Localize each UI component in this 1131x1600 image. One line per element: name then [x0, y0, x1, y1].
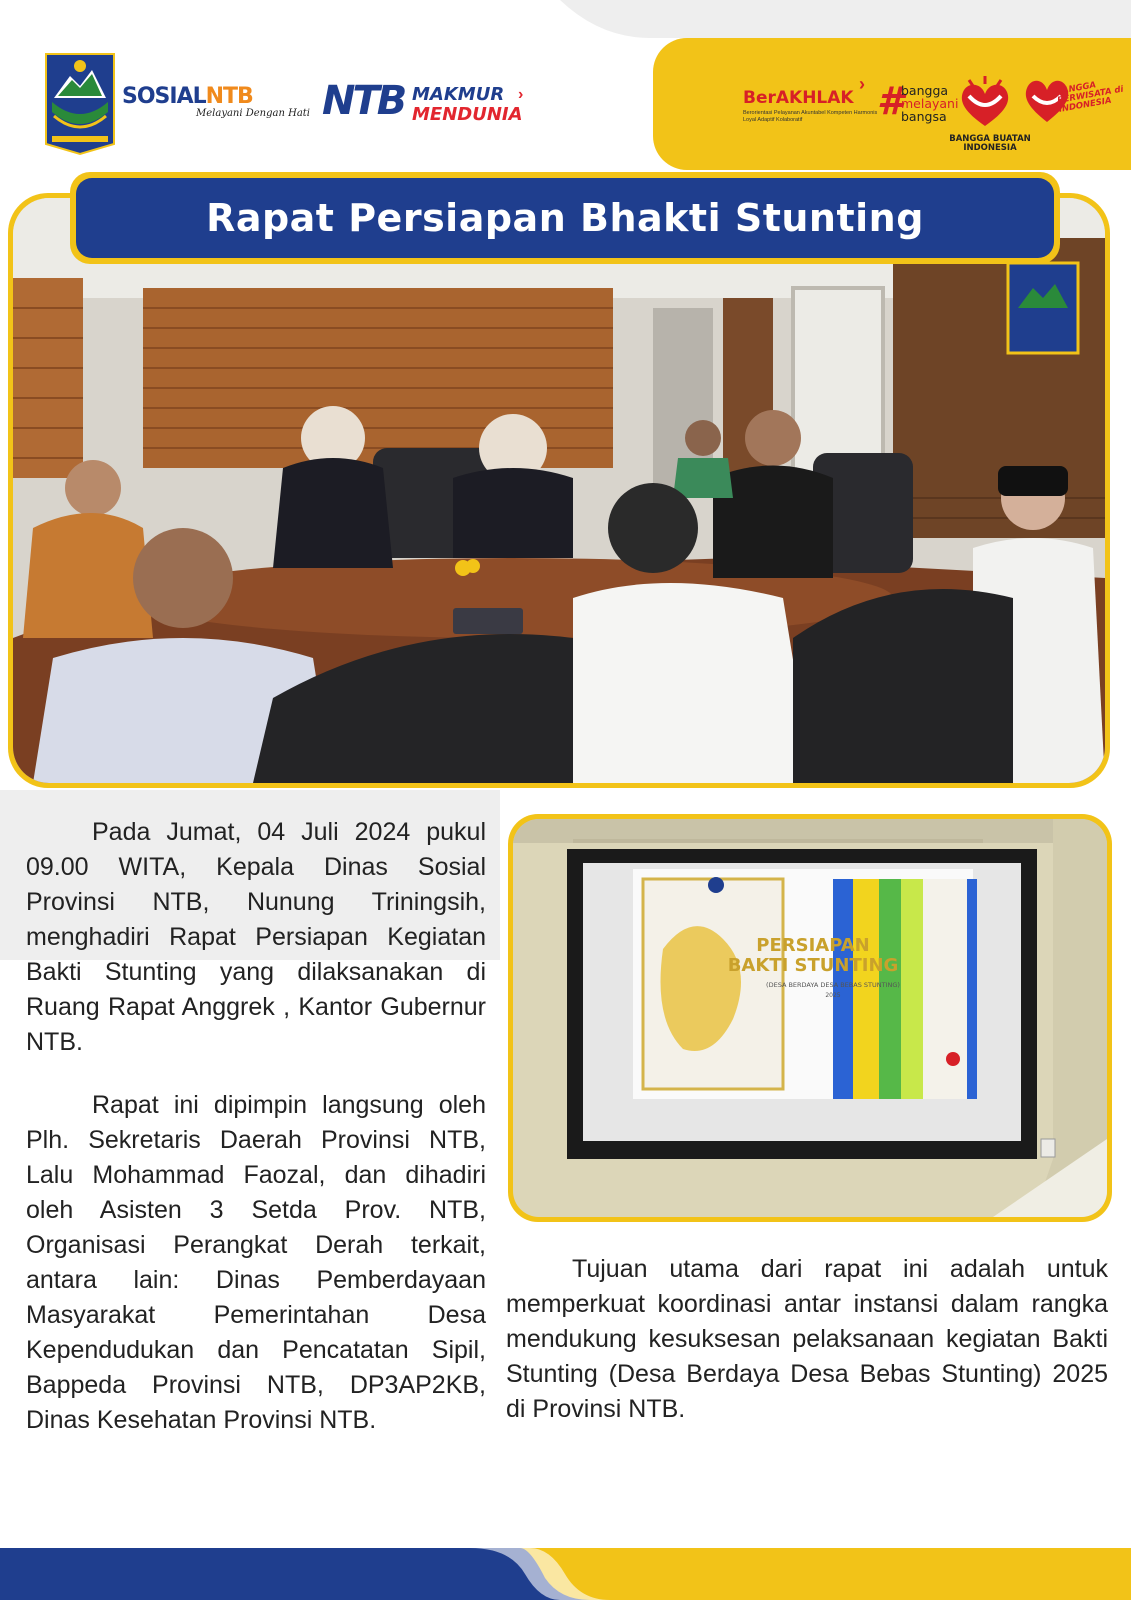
paragraph-attendees: Rapat ini dipimpin langsung oleh Plh. Sekretaris Daerah Provinsi NTB, Lalu Mohammad Faozal, dan dihadiri oleh Asisten 3 Setda Prov. NTB, Organisasi Perangkat Derah terkait, antara lain: Dinas Pemberdayaan Masyarakat Pemerintahan Desa Kependudukan dan Pencatatan Sipil, Bappeda Provinsi NTB, DP3AP2KB, Dinas Kesehatan Provinsi NTB. — [26, 1091, 486, 1434]
campaign-logos-banner — [653, 38, 1131, 170]
mendunia-word: MENDUNIA — [412, 104, 523, 125]
bangga-berwisata-caption: BANGGA BERWISATA di INDONESIA — [1055, 80, 1125, 115]
meeting-room-illustration — [13, 198, 1105, 783]
chevron-right-icon: › — [859, 74, 865, 94]
meeting-photo — [13, 198, 1105, 783]
bangga-buatan-indonesia-caption: BANGGA BUATAN INDONESIA — [949, 134, 1031, 153]
paragraph-purpose: Tujuan utama dari rapat ini adalah untuk memperkuat koordinasi antar instansi dalam rangka mendukung kesuksesan pelaksanaan kegiatan Bakti Stunting (Desa Berdaya Desa Bebas Stunting) 2025 di Provinsi NTB. — [506, 1255, 1108, 1423]
slide-title-line1: PERSIAPAN — [756, 935, 870, 956]
slide-year: 2025 — [825, 992, 841, 999]
chevron-right-icon: › — [518, 86, 524, 103]
footer-stripe — [0, 1548, 1131, 1600]
hashtag-icon: # — [877, 79, 904, 123]
slide-title-line2: BAKTI STUNTING — [727, 955, 899, 976]
berakhlak-logo: BerAKHLAK — [743, 88, 854, 108]
heart-icon — [955, 74, 1015, 134]
ntb-mark: NTB — [322, 78, 405, 124]
sosial-ntb-word: NTB — [205, 84, 253, 109]
makmur-word: MAKMUR — [412, 84, 505, 105]
bangga-melayani-bangsa-logo: bangga melayani bangsa — [901, 83, 959, 124]
page-title: Rapat Persiapan Bhakti Stunting — [206, 196, 924, 240]
presentation-photo-frame — [508, 814, 1112, 1222]
ntb-makmur-mendunia-logo — [322, 78, 540, 134]
sosial-ntb-logo — [118, 70, 311, 126]
presentation-photo — [513, 819, 1107, 1217]
province-emblem-logo — [44, 52, 116, 156]
title-banner — [70, 172, 1060, 264]
sosial-word: SOSIAL — [122, 84, 206, 109]
sosial-tagline: Melayani Dengan Hati — [196, 108, 311, 119]
slide-subtitle: (DESA BERDAYA DESA BEBAS STUNTING) — [766, 981, 900, 989]
berakhlak-subtitle: Berorientasi Pelayanan Akuntabel Kompeten Harmonis Loyal Adaptif Kolaboratif — [743, 110, 878, 123]
paragraph-intro: Pada Jumat, 04 Juli 2024 pukul 09.00 WITA, Kepala Dinas Sosial Provinsi NTB, Nunung Triningsih, menghadiri Rapat Persiapan Kegiatan Bakti Stunting yang dilaksanakan di Ruang Rapat Anggrek , Kantor Gubernur NTB. — [26, 818, 486, 1056]
meeting-photo-frame — [8, 193, 1110, 788]
